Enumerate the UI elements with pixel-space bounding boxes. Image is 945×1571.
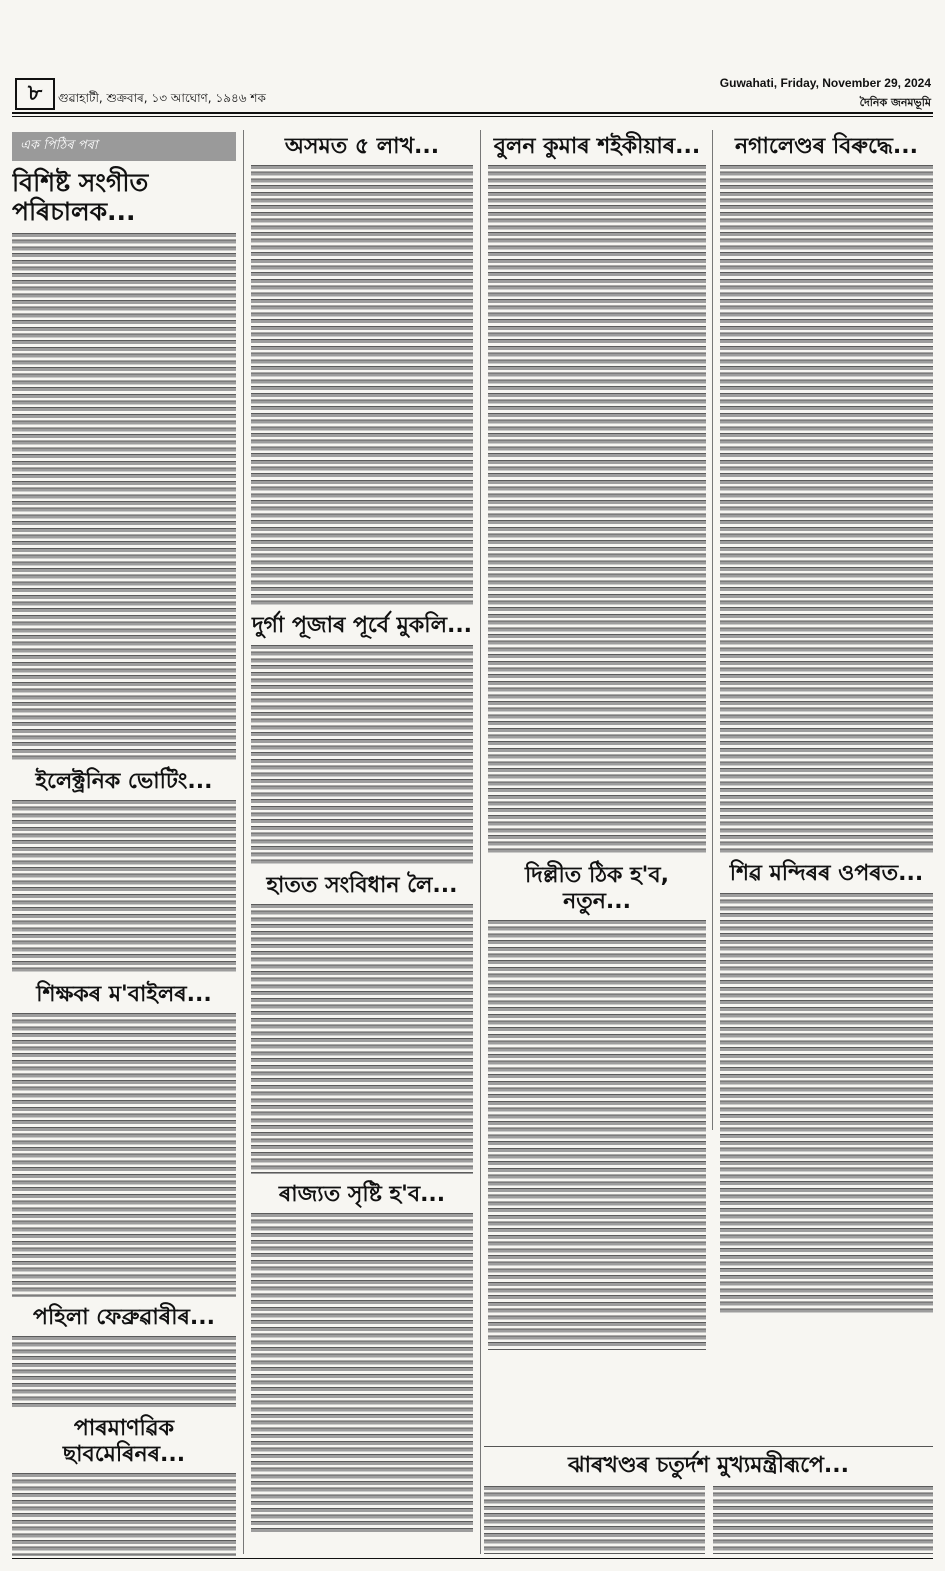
column-4 [720,126,933,1556]
column-divider [712,130,713,1130]
masthead-rule [12,112,933,114]
page-number: ৮ [15,78,55,110]
headline-constitution: হাতত সংবিধান লৈ... [266,872,458,898]
masthead-rule-thin [12,116,933,117]
column-divider [243,130,244,1554]
article-body [12,800,236,974]
headline-february: পহিলা ফেব্ৰুৱাৰীৰ... [33,1305,215,1331]
headline-assam-lakh: অসমত ৫ লাখ... [284,134,440,159]
article-body [12,233,236,761]
article-body [488,920,706,1350]
masthead [12,70,933,116]
article-body [720,893,933,1313]
column-divider [480,130,481,1554]
article-body [251,645,473,865]
column-1 [12,126,236,1556]
headline-state-creation: ৰাজ্যত সৃষ্টি হ'ব... [278,1181,446,1207]
article-body [12,1336,236,1408]
article-body [12,1013,236,1297]
article-body [720,165,933,853]
column-2 [251,126,473,1556]
headline-teacher-mobile: শিক্ষকৰ ম'বাইলৰ... [36,981,212,1007]
page-bottom-rule [12,1558,933,1559]
headline-nagaland: নগালেণ্ডৰ বিৰুদ্ধে... [734,134,918,159]
article-body [12,1473,236,1556]
headline-delhi: দিল্লীত ঠিক হ'ব, নতুন... [525,863,669,914]
article-body [488,165,706,855]
paper-name: দৈনিক জনমভূমি [859,96,931,109]
headline-nuclear-submarine: পাৰমাণৱিক ছাবমেৰিনৰ... [62,1416,186,1467]
date-english: Guwahati, Friday, November 29, 2024 [719,76,931,90]
column-3 [488,126,706,1556]
jharkhand-body [484,1486,933,1560]
headline-durga-puja: দুৰ্গা পূজাৰ পূৰ্বে মুকলি... [251,613,473,639]
headline-electronic-voting: ইলেক্ট্ৰনিক ভোটিং... [35,768,213,794]
continued-kicker: এক পিঠিৰ পৰা [12,132,236,161]
headline-jharkhand: ঝাৰখণ্ডৰ চতুৰ্দশ মুখ্যমন্ত্ৰীৰূপে... [567,1453,850,1478]
jharkhand-article [484,1442,933,1556]
headline-shiva-temple: শিৱ মন্দিৰৰ ওপৰত... [729,861,924,887]
date-local: গুৱাহাটী, শুক্ৰবাৰ, ১৩ আঘোণ, ১৯৪৬ শক [58,91,266,105]
article-body [713,1486,934,1554]
article-body [251,904,473,1174]
article-body [484,1486,705,1554]
section-divider [484,1446,933,1447]
headline-bulan-kumar: বুলন কুমাৰ শইকীয়াৰ... [493,134,701,159]
headline-music-director: বিশিষ্ট সংগীত পৰিচালক... [12,168,149,226]
article-body [251,165,473,605]
article-body [251,1213,473,1533]
